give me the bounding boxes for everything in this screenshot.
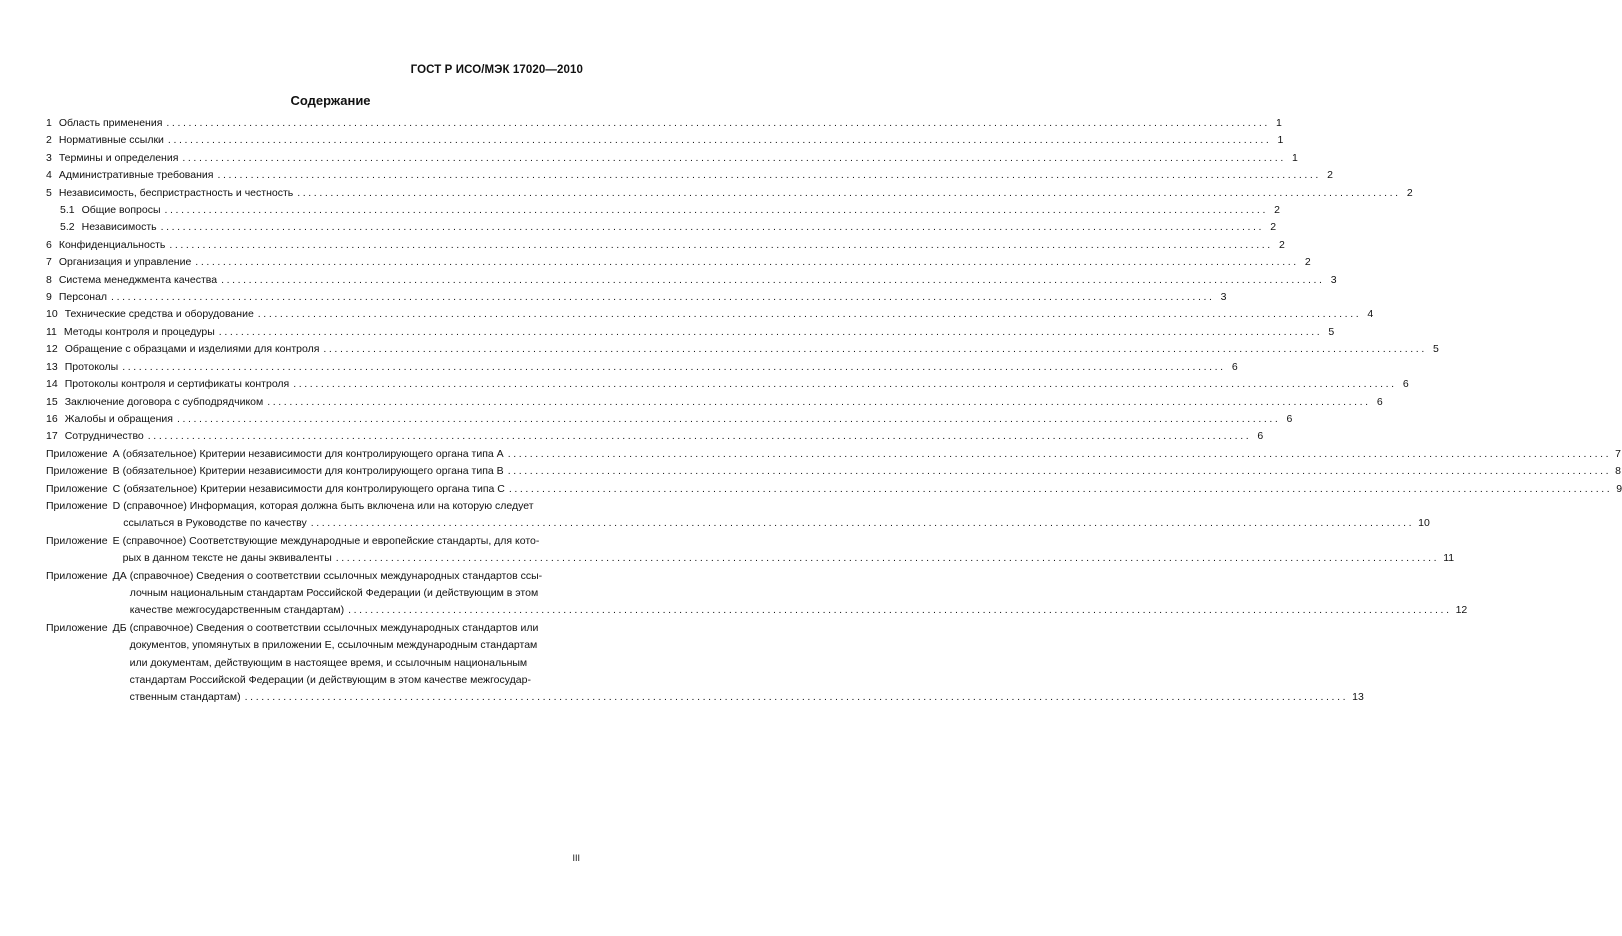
toc-leader-dots: ........................................................................................................................................................................................................: [507, 465, 1612, 478]
appendix-label: [46, 568, 127, 620]
appendix-label: [46, 533, 120, 568]
toc-entry-page: 6: [1402, 378, 1409, 391]
appendix-page: 10: [1418, 517, 1430, 530]
toc-leader-dots: ........................................................................................................................................................................................................: [221, 273, 1325, 286]
toc-entry[interactable]: [46, 202, 1280, 219]
toc-leader-dots: ........................................................................................................................................................................................................: [176, 412, 1281, 425]
toc-entry-page: 3: [1220, 291, 1227, 304]
appendix-label-text: Приложение: [46, 482, 108, 495]
appendix-line-text: (обязательное) Критерии независимости для контролирующего органа типа А: [122, 447, 504, 460]
toc-entry-number: 10: [46, 308, 58, 321]
toc-entry-number: 11: [46, 325, 57, 338]
toc-entry-page: 2: [1406, 186, 1413, 199]
toc-entry-number: 2: [46, 134, 52, 147]
toc-entry[interactable]: [46, 132, 1284, 149]
toc-entry-title: Термины и определения: [58, 151, 179, 164]
toc-entry[interactable]: [46, 289, 1227, 306]
toc-entry-title: Независимость: [81, 221, 157, 234]
toc-leader-dots: ........................................................................................................................................................................................................: [323, 343, 1427, 356]
toc-leader-dots: ........................................................................................................................................................................................................: [297, 186, 1401, 199]
appendix-body: [129, 620, 1364, 707]
toc-entry-page: 6: [1231, 360, 1238, 373]
appendix-label-text: Приложение: [46, 499, 108, 512]
appendix-line: [123, 515, 1430, 532]
toc-entry-title: Система менеджмента качества: [58, 273, 218, 286]
toc-list: [46, 115, 1439, 446]
toc-entry-page: 2: [1270, 221, 1277, 234]
toc-entry-number: 9: [46, 291, 52, 304]
toc-entry[interactable]: [46, 359, 1238, 376]
toc-leader-dots: ........................................................................................................................................................................................................: [111, 291, 1215, 304]
appendix-entry[interactable]: [46, 446, 1621, 463]
appendix-body: [122, 533, 1455, 568]
appendix-page: 12: [1455, 604, 1468, 617]
toc-entry-title: Персонал: [58, 291, 108, 304]
toc-entry-title: Конфиденциальность: [58, 238, 166, 251]
toc-entry[interactable]: [46, 341, 1439, 358]
appendix-line-text: или документам, действующим в настоящее время, и ссылочным национальным: [129, 656, 528, 669]
toc-entry-title: Сотрудничество: [64, 430, 144, 443]
toc-entry[interactable]: [46, 272, 1337, 289]
toc-entry[interactable]: [46, 167, 1333, 184]
toc-entry-page: 5: [1433, 343, 1439, 356]
appendix-line-text: (справочное) Сведения о соответствии ссылочных международных стандартов или: [129, 621, 539, 634]
appendix-body: [122, 446, 1621, 463]
appendix-letter: ДБ: [112, 621, 127, 634]
appendix-letter: В: [112, 465, 120, 478]
toc-leader-dots: ........................................................................................................................................................................................................: [122, 360, 1226, 373]
toc-leader-dots: ........................................................................................................................................................................................................: [164, 204, 1268, 217]
toc-entry-title: Заключение договора с субподрядчиком: [64, 395, 264, 408]
appendix-line: [122, 550, 1455, 567]
toc-entry-number: 1: [46, 117, 52, 129]
toc-leader-dots: ........................................................................................................................................................................................................: [257, 308, 1362, 321]
appendix-label-text: Приложение: [46, 534, 108, 547]
appendix-line: [130, 568, 583, 585]
toc-entry-number: 17: [46, 430, 58, 443]
toc-entry-number: 8: [46, 273, 52, 286]
appendix-label-text: Приложение: [46, 569, 108, 582]
appendix-page: 11: [1443, 552, 1455, 565]
toc-leader-dots: ........................................................................................................................................................................................................: [267, 395, 1371, 408]
appendix-entry[interactable]: [46, 498, 1430, 533]
appendix-line-text: (справочное) Сведения о соответствии ссылочных международных стандартов ссы-: [129, 569, 543, 582]
appendix-entry[interactable]: [46, 620, 1364, 707]
appendix-line-text: стандартам Российской Федерации (и действующим в этом качестве межгосудар-: [129, 674, 531, 686]
appendix-line-text: (обязательное) Критерии независимости для контролирующего органа типа В: [122, 465, 504, 478]
toc-leader-dots: ........................................................................................................................................................................................................: [167, 134, 1272, 147]
appendix-list: [46, 446, 1622, 707]
appendix-page: 13: [1352, 691, 1364, 704]
toc-entry[interactable]: [46, 115, 1282, 132]
appendix-label: [46, 498, 120, 533]
appendix-letter: С: [112, 482, 121, 495]
appendix-line-text: (справочное) Информация, которая должна быть включена или на которую следует: [123, 499, 534, 512]
toc-entry[interactable]: [46, 150, 1298, 167]
toc-leader-dots: ........................................................................................................................................................................................................: [507, 447, 1612, 460]
appendix-entry[interactable]: [46, 481, 1622, 498]
toc-entry-title: Методы контроля и процедуры: [63, 325, 215, 338]
appendix-line: [129, 602, 1468, 619]
appendix-line: [123, 481, 1622, 498]
appendix-line-text: (справочное) Соответствующие международные и европейские стандарты, для кото-: [122, 534, 540, 547]
toc-leader-dots: ........................................................................................................................................................................................................: [195, 256, 1299, 269]
appendix-line: [129, 689, 1364, 706]
toc-entry-title: Независимость, беспристрастность и честность: [58, 186, 294, 199]
toc-leader-dots: ........................................................................................................................................................................................................: [217, 169, 1321, 182]
toc-entry-page: 5: [1328, 325, 1335, 338]
appendix-line-text: документов, упомянутых в приложении Е, ссылочным международным стандартам: [129, 639, 538, 652]
toc-entry-number: 13: [46, 360, 58, 373]
appendix-label: [46, 446, 120, 463]
toc-leader-dots: ........................................................................................................................................................................................................: [335, 552, 1440, 565]
toc-entry-page: 6: [1376, 395, 1383, 408]
toc-leader-dots: ........................................................................................................................................................................................................: [218, 325, 1323, 338]
appendix-line: [122, 463, 1621, 480]
appendix-line-text: лочным национальным стандартам Российской Федерации (и действующим в этом: [129, 586, 539, 599]
toc-entry-page: 2: [1304, 256, 1311, 269]
appendix-line: [130, 585, 583, 602]
toc-entry-title: Обращение с образцами и изделиями для контроля: [64, 343, 320, 356]
appendix-line-text: ственным стандартам): [129, 691, 241, 704]
page-title: Содержание: [290, 93, 371, 108]
toc-entry-number: 16: [46, 412, 58, 425]
appendix-line-text: (обязательное) Критерии независимости для контролирующего органа типа С: [123, 482, 505, 495]
toc-entry-number: 7: [46, 256, 52, 269]
toc-leader-dots: ........................................................................................................................................................................................................: [160, 221, 1265, 234]
appendix-page: 7: [1615, 447, 1621, 460]
appendix-line: [130, 637, 583, 654]
toc-leader-dots: ........................................................................................................................................................................................................: [182, 151, 1286, 164]
toc-entry-title: Административные требования: [58, 169, 214, 182]
toc-entry-number: 3: [46, 151, 52, 164]
toc-entry-title: Жалобы и обращения: [64, 412, 173, 425]
toc-entry[interactable]: [46, 428, 1264, 445]
toc-entry-page: 1: [1292, 151, 1298, 164]
toc-leader-dots: ........................................................................................................................................................................................................: [508, 482, 1613, 495]
appendix-body: [123, 481, 1622, 498]
toc-entry[interactable]: [46, 237, 1285, 254]
toc-leader-dots: ........................................................................................................................................................................................................: [169, 238, 1273, 251]
toc-entry-title: Область применения: [58, 117, 163, 129]
appendix-line: [123, 533, 583, 550]
toc-entry-title: Общие вопросы: [81, 204, 161, 217]
appendix-line: [122, 446, 1621, 463]
toc-leader-dots: ........................................................................................................................................................................................................: [348, 604, 1452, 617]
toc-entry[interactable]: [46, 219, 1277, 236]
appendix-label: [46, 481, 120, 498]
toc-leader-dots: ........................................................................................................................................................................................................: [147, 430, 1252, 443]
toc-entry[interactable]: [46, 306, 1374, 323]
appendix-line-text: качестве межгосударственным стандартам): [129, 604, 345, 617]
toc-entry-page: 2: [1278, 238, 1285, 251]
appendix-letter: А: [112, 447, 120, 460]
toc-entry-number: 6: [46, 238, 52, 251]
appendix-label-text: Приложение: [46, 447, 108, 460]
toc-entry[interactable]: [46, 376, 1409, 393]
toc-leader-dots: ........................................................................................................................................................................................................: [166, 117, 1270, 129]
toc-entry-title: Технические средства и оборудование: [64, 308, 254, 321]
toc-entry-page: 3: [1330, 273, 1337, 286]
toc-entry-page: 4: [1367, 308, 1374, 321]
appendix-line: [123, 498, 583, 515]
toc-entry-number: 4: [46, 169, 52, 182]
appendix-label: [46, 620, 127, 707]
appendix-label-text: Приложение: [46, 465, 108, 478]
toc-entry-title: Организация и управление: [58, 256, 192, 269]
appendix-page: 9: [1616, 482, 1622, 495]
appendix-label: [46, 463, 120, 480]
toc-entry-title: Протоколы контроля и сертификаты контроля: [64, 378, 290, 391]
toc-entry-number: 15: [46, 395, 58, 408]
toc-entry-title: Протоколы: [64, 360, 119, 373]
appendix-body: [122, 463, 1621, 480]
toc-entry-number: 5.2: [60, 221, 75, 234]
toc-leader-dots: ........................................................................................................................................................................................................: [244, 691, 1349, 704]
toc-entry-page: 2: [1327, 169, 1333, 182]
toc-entry-title: Нормативные ссылки: [58, 134, 164, 147]
toc-entry[interactable]: [46, 254, 1311, 271]
toc-entry[interactable]: [46, 394, 1383, 411]
appendix-letter: ДА: [112, 569, 127, 582]
toc-entry-page: 2: [1274, 204, 1280, 217]
appendix-label-text: Приложение: [46, 621, 108, 634]
appendix-body: [129, 568, 1468, 620]
appendix-entry[interactable]: [46, 533, 1455, 568]
toc-entry[interactable]: [46, 411, 1293, 428]
appendix-line-text: рых в данном тексте не даны эквиваленты: [122, 552, 332, 565]
appendix-line: [130, 620, 583, 637]
appendix-entry[interactable]: [46, 568, 1468, 620]
page-number: III: [572, 853, 580, 863]
appendix-entry[interactable]: [46, 463, 1621, 480]
appendix-letter: D: [112, 499, 121, 512]
toc-entry-page: 1: [1277, 134, 1284, 147]
toc-entry-number: 5: [46, 186, 52, 199]
appendix-line: [130, 655, 583, 672]
appendix-line-text: ссылаться в Руководстве по качеству: [123, 517, 307, 530]
toc-leader-dots: ........................................................................................................................................................................................................: [293, 378, 1397, 391]
appendix-page: 8: [1615, 465, 1621, 478]
appendix-body: [123, 498, 1430, 533]
toc-entry-page: 6: [1286, 412, 1293, 425]
toc-leader-dots: ........................................................................................................................................................................................................: [310, 517, 1415, 530]
toc-entry-page: 1: [1276, 117, 1282, 129]
toc-entry-page: 6: [1257, 430, 1264, 443]
appendix-letter: Е: [112, 534, 120, 547]
toc-entry-number: 14: [46, 378, 58, 391]
table-of-contents: [46, 115, 1622, 707]
toc-entry[interactable]: [46, 185, 1413, 202]
toc-entry-number: 5.1: [60, 204, 75, 217]
toc-entry[interactable]: [46, 324, 1335, 341]
toc-entry-number: 12: [46, 343, 58, 356]
document-code: ГОСТ Р ИСО/МЭК 17020—2010: [410, 64, 583, 76]
appendix-line: [130, 672, 583, 689]
